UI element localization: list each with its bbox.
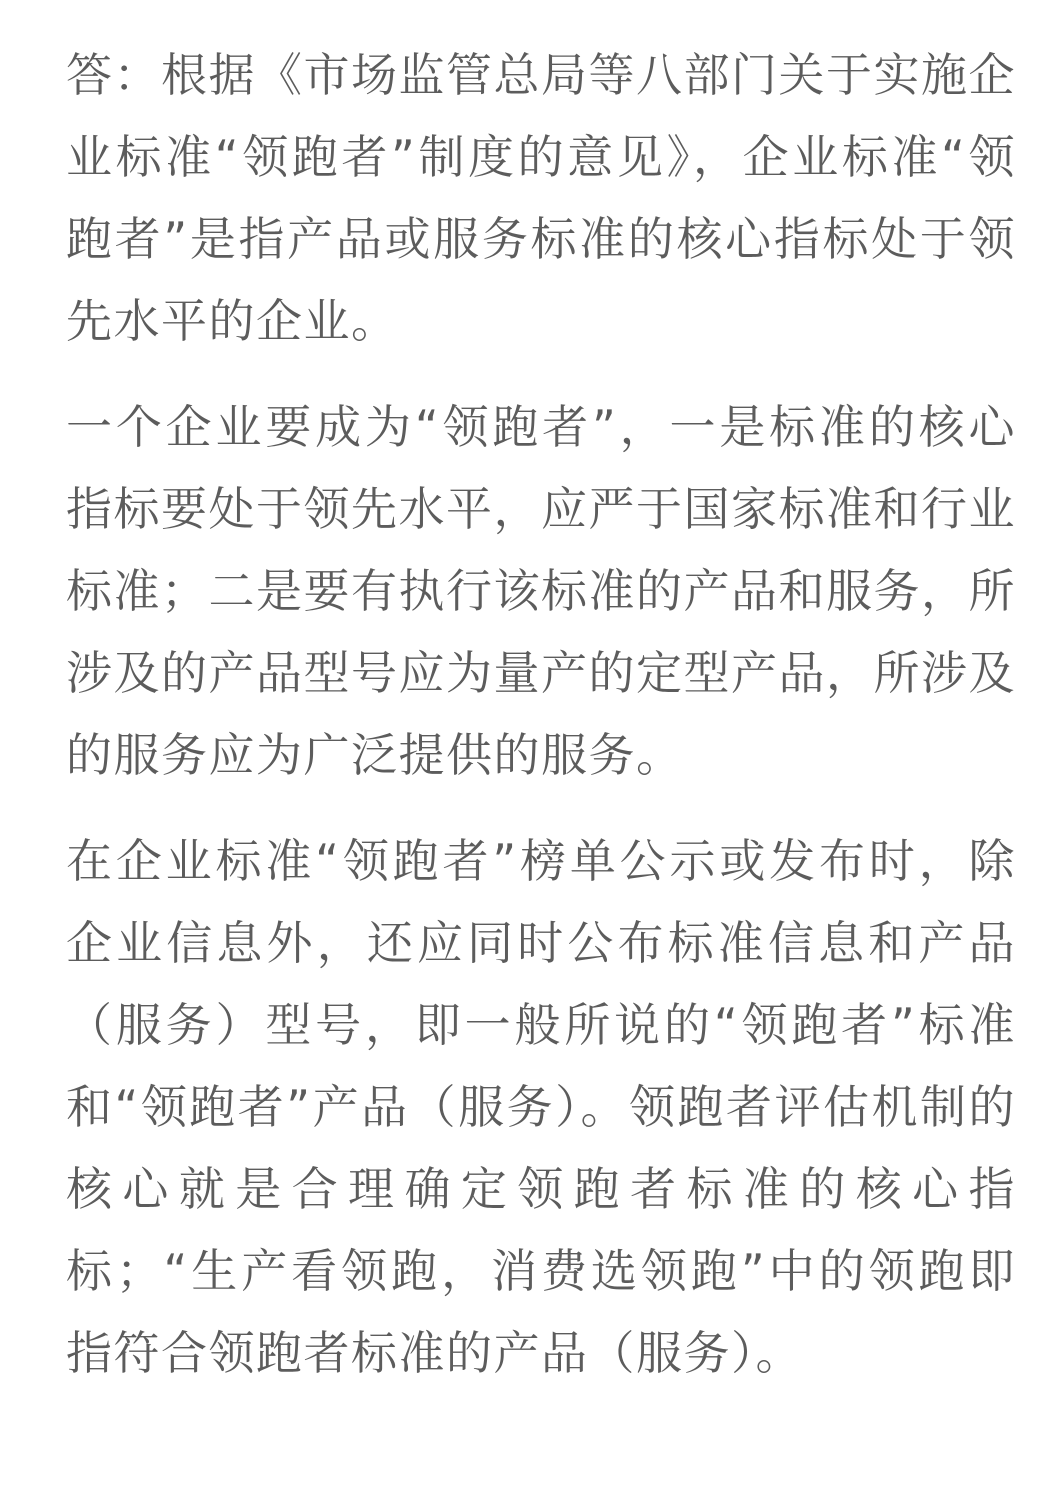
paragraph-publication: 在企业标准“领跑者”榜单公示或发布时，除企业信息外，还应同时公布标准信息和产品（服务）型号，即一般所说的“领跑者”标准和“领跑者”产品（服务）。领跑者评估机制的核心就是合理确定领跑者标准的核心指标；“生产看领跑，消费选领跑”中的领跑即指符合领跑者标准的产品（服务）。 (66, 834, 1016, 1380)
paragraph-definition: 答：根据《市场监管总局等八部门关于实施企业标准“领跑者”制度的意见》，企业标准“领跑者”是指产品或服务标准的核心指标处于领先水平的企业。 (66, 48, 1016, 348)
paragraph-requirements: 一个企业要成为“领跑者”，一是标准的核心指标要处于领先水平，应严于国家标准和行业标准；二是要有执行该标准的产品和服务，所涉及的产品型号应为量产的定型产品，所涉及的服务应为广泛提供的服务。 (66, 400, 1016, 782)
article-body (66, 34, 1016, 1394)
